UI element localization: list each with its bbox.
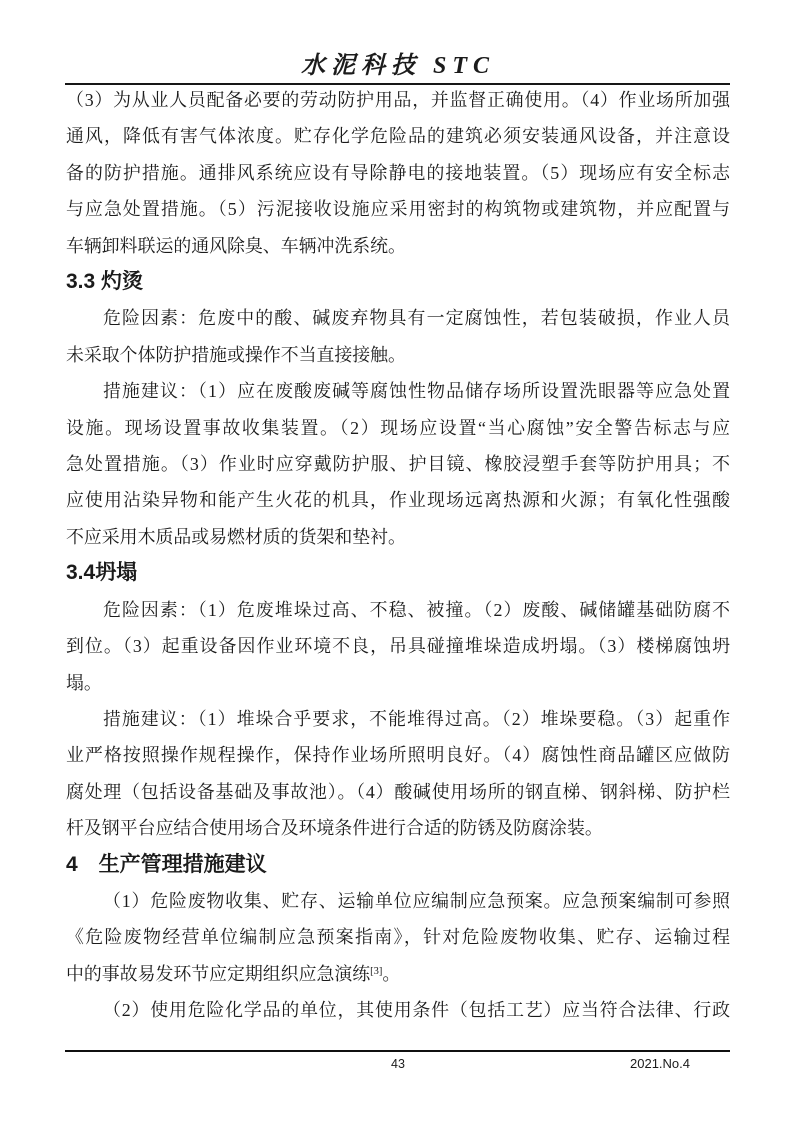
body-line: 与应急处置措施。（5）污泥接收设施应采用密封的构筑物或建筑物，并应配置与 [66, 199, 730, 220]
body-line: 车辆卸料联运的通风除臭、车辆冲洗系统。 [66, 235, 406, 256]
ref-line-punct: 。 [382, 963, 401, 984]
body-line: 业严格按照操作规程操作，保持作业场所照明良好。（4）腐蚀性商品罐区应做防 [66, 745, 730, 766]
body-line: 危险因素：（1）危废堆垛过高、不稳、被撞。（2）废酸、碱储罐基础防腐不 [103, 599, 730, 620]
ref-line-text: 中的事故易发环节应定期组织应急演练 [66, 963, 371, 984]
body-line: 塌。 [66, 672, 102, 693]
journal-title: 水泥科技 STC [300, 53, 495, 79]
body-line: 杆及钢平台应结合使用场合及环境条件进行合适的防锈及防腐涂装。 [66, 818, 603, 839]
body-line: 急处置措施。（3）作业时应穿戴防护服、护目镜、橡胶浸塑手套等防护用具；不 [66, 454, 730, 475]
body-line: （2）使用危险化学品的单位，其使用条件（包括工艺）应当符合法律、行政 [103, 1000, 730, 1021]
body-line: 《危险废物经营单位编制应急预案指南》，针对危险废物收集、贮存、运输过程 [66, 927, 730, 948]
body-line: 腐处理（包括设备基础及事故池）。（4）酸碱使用场所的钢直梯、钢斜梯、防护栏 [66, 781, 730, 802]
body-line: 应使用沾染异物和能产生火花的机具，作业现场远离热源和火源；有氧化性强酸 [66, 490, 730, 511]
citation-ref: [3] [370, 965, 383, 977]
footer-divider [65, 1050, 730, 1052]
body-line: 不应采用木质品或易燃材质的货架和垫衬。 [66, 526, 406, 547]
section-heading-3-4: 3.4坍塌 [66, 561, 138, 585]
page-number: 43 [391, 1057, 405, 1071]
section-heading-4: 4 生产管理措施建议 [66, 852, 267, 876]
article-body [66, 82, 730, 1029]
section-heading-3-3: 3.3 灼烫 [66, 270, 144, 294]
body-line: 未采取个体防护措施或操作不当直接接触。 [66, 344, 406, 365]
body-line: 通风，降低有害气体浓度。贮存化学危险品的建筑必须安装通风设备，并注意设 [66, 126, 730, 147]
body-line: 危险因素：危废中的酸、碱废弃物具有一定腐蚀性，若包装破损，作业人员 [103, 308, 730, 329]
body-line: 到位。（3）起重设备因作业环境不良，吊具碰撞堆垛造成坍塌。（3）楼梯腐蚀坍 [66, 636, 730, 657]
body-line: 措施建议：（1）应在废酸废碱等腐蚀性物品储存场所设置洗眼器等应急处置 [103, 381, 730, 402]
body-line: （1）危险废物收集、贮存、运输单位应编制应急预案。应急预案编制可参照 [103, 890, 730, 911]
body-line: 备的防护措施。通排风系统应设有导除静电的接地装置。（5）现场应有安全标志 [66, 162, 730, 183]
body-line [66, 956, 730, 992]
body-line: （3）为从业人员配备必要的劳动防护用品，并监督正确使用。（4）作业场所加强 [66, 90, 730, 110]
body-line: 措施建议：（1）堆垛合乎要求，不能堆得过高。（2）堆垛要稳。（3）起重作 [103, 708, 730, 729]
issue-number: 2021.No.4 [630, 1056, 690, 1071]
body-line: 设施。现场设置事故收集装置。（2）现场应设置“当心腐蚀”安全警告标志与应 [66, 417, 730, 438]
